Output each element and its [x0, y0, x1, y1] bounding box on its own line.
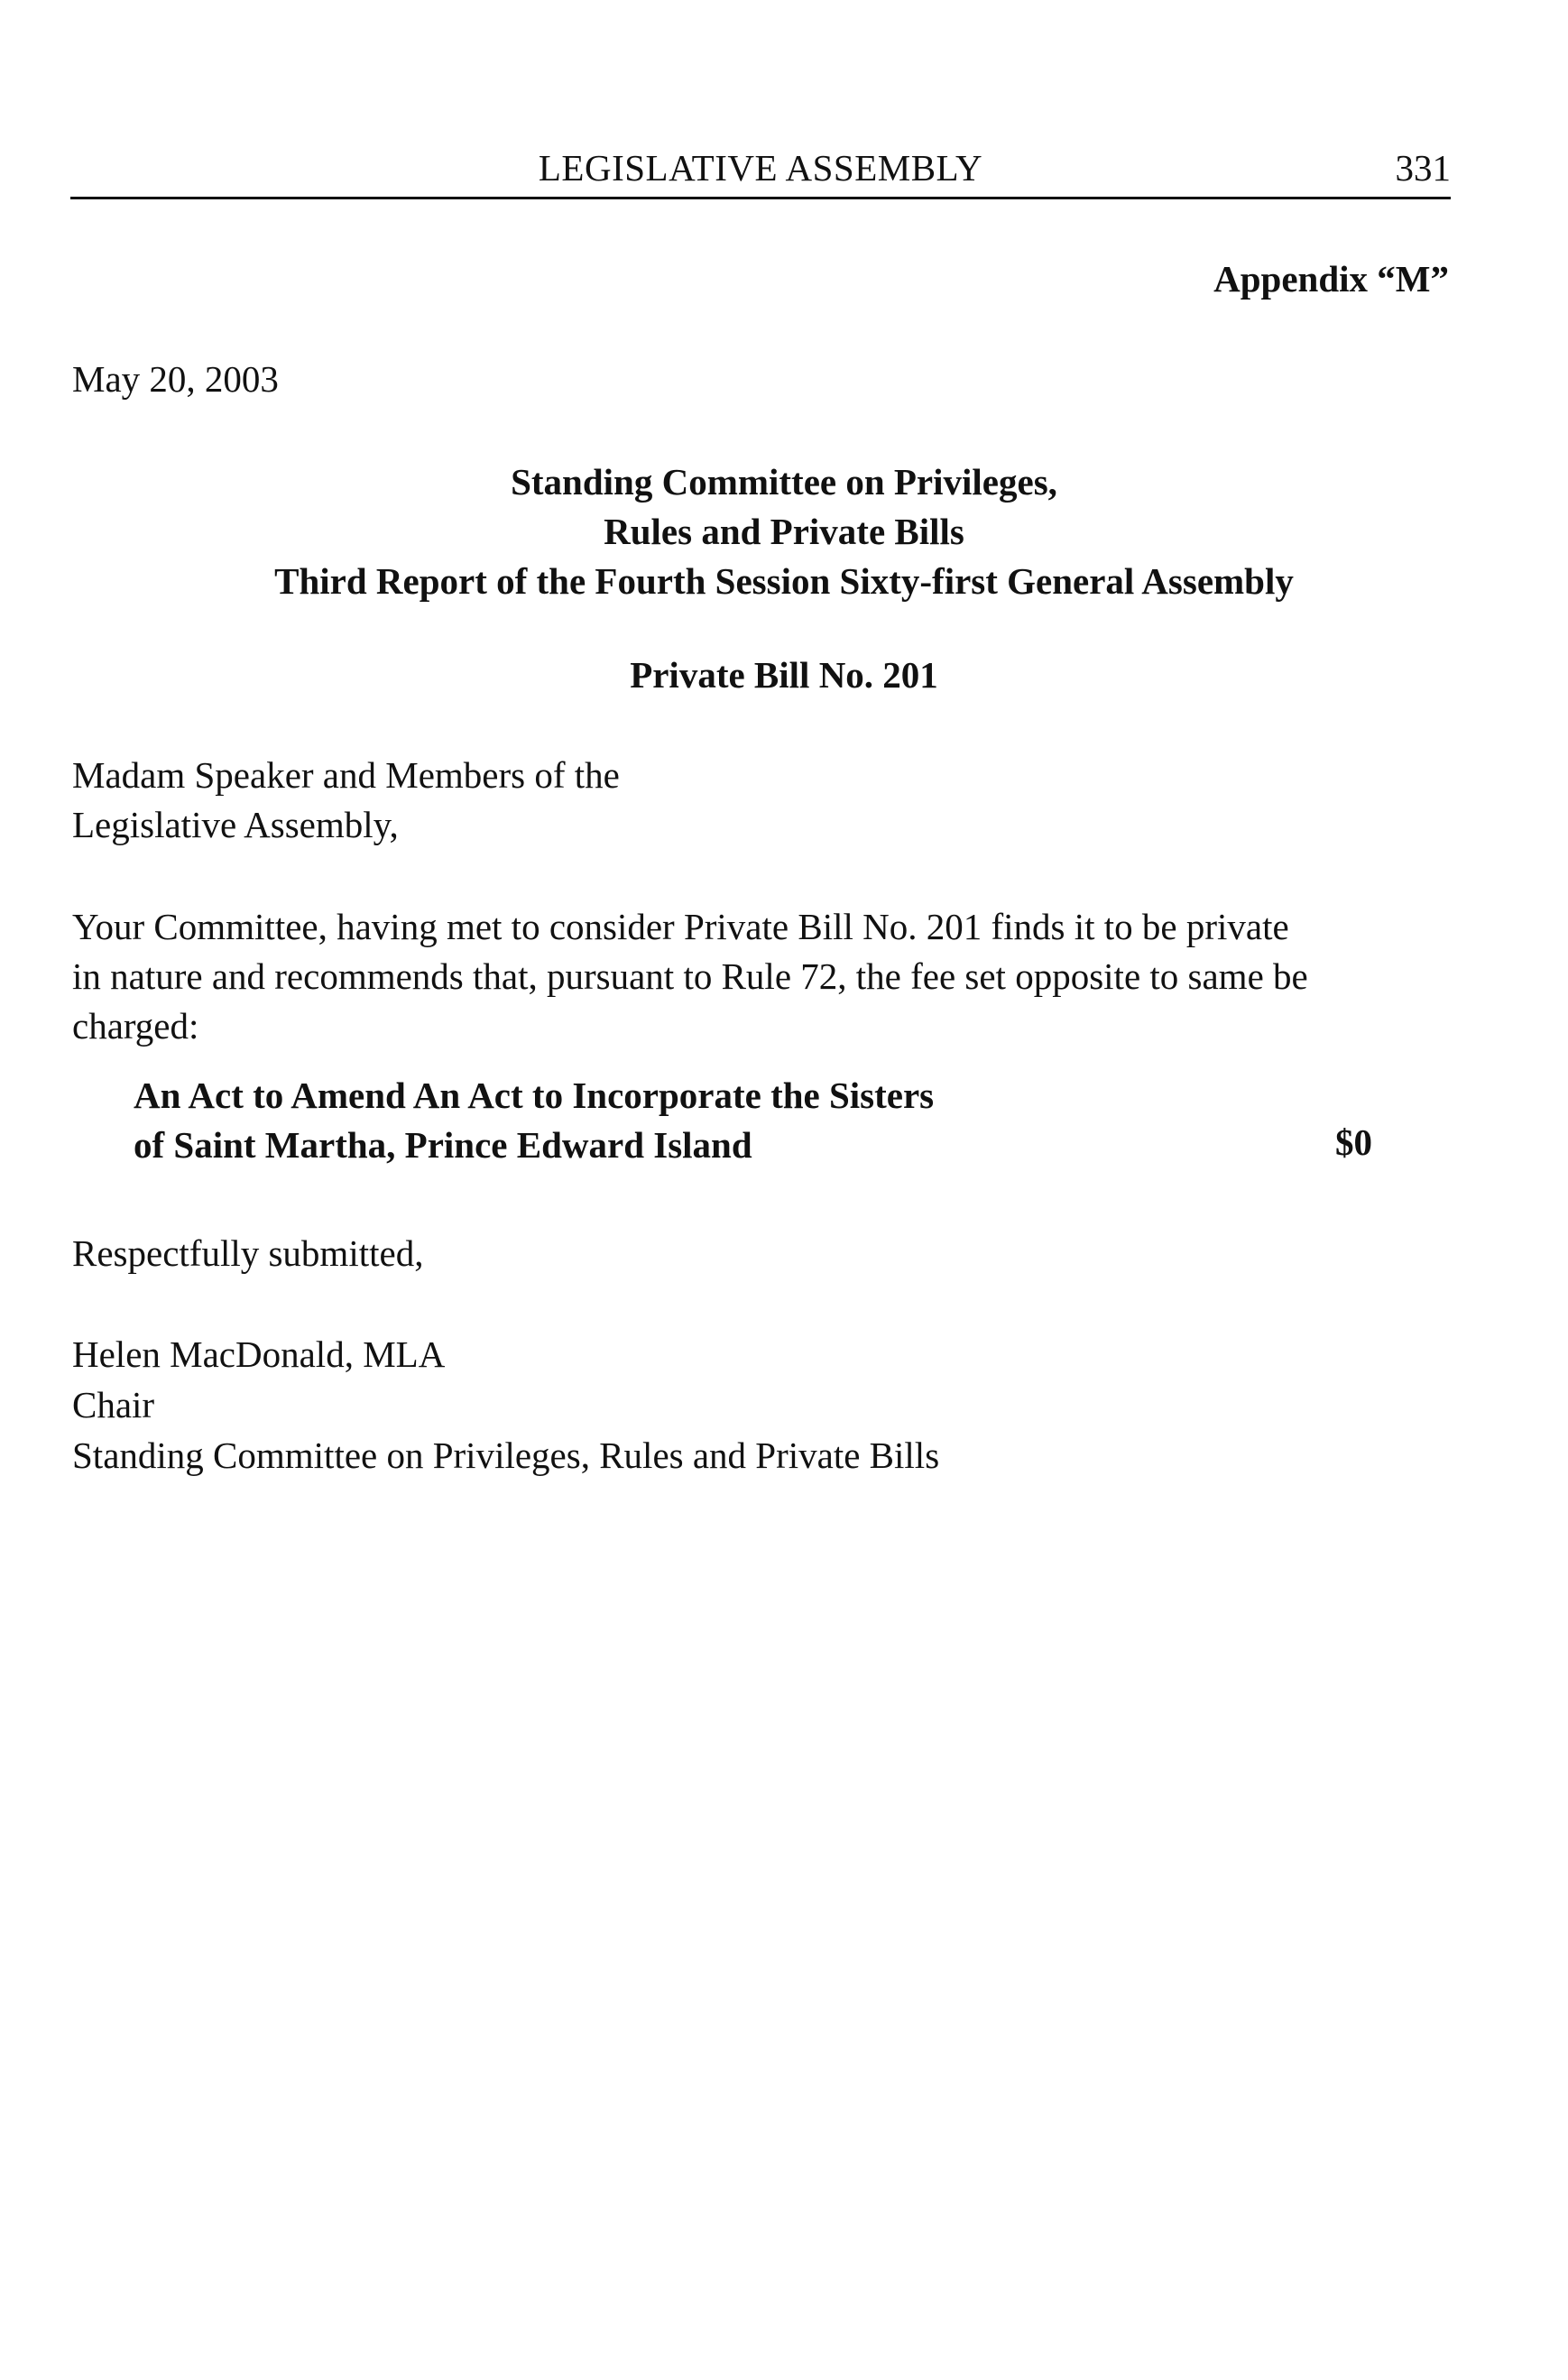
bill-heading: Private Bill No. 201 — [630, 654, 938, 696]
signatory-role: Chair — [72, 1384, 155, 1425]
closing-line: Respectfully submitted, — [72, 1232, 424, 1274]
page-number: 331 — [1395, 147, 1451, 189]
salutation-line: Legislative Assembly, — [72, 804, 399, 845]
salutation-line: Madam Speaker and Members of the — [72, 754, 620, 796]
signature-block — [72, 1329, 939, 1481]
body-paragraph — [72, 902, 1462, 1051]
signatory-name: Helen MacDonald, MLA — [72, 1333, 446, 1375]
body-line: charged: — [72, 1005, 199, 1047]
report-title-line: Third Report of the Fourth Session Sixty-first General Assembly — [274, 560, 1294, 602]
report-title-line: Standing Committee on Privileges, — [511, 461, 1057, 503]
bill-fee: $0 — [1335, 1121, 1372, 1163]
bill-title-line: of Saint Martha, Prince Edward Island — [134, 1124, 752, 1166]
report-title — [0, 457, 1568, 606]
report-date: May 20, 2003 — [72, 358, 279, 400]
bill-title-line: An Act to Amend An Act to Incorporate the Sisters — [134, 1075, 935, 1116]
signatory-committee: Standing Committee on Privileges, Rules and Private Bills — [72, 1434, 940, 1476]
running-title: LEGISLATIVE ASSEMBLY — [538, 147, 983, 189]
body-line: Your Committee, having met to consider Private Bill No. 201 finds it to be private — [72, 906, 1289, 947]
bill-entry-title — [134, 1071, 934, 1170]
appendix-label: Appendix “M” — [1213, 258, 1449, 300]
running-header — [70, 144, 1451, 199]
report-title-line: Rules and Private Bills — [604, 511, 964, 552]
body-line: in nature and recommends that, pursuant to Rule 72, the fee set opposite to same be — [72, 955, 1308, 997]
salutation — [72, 751, 620, 850]
